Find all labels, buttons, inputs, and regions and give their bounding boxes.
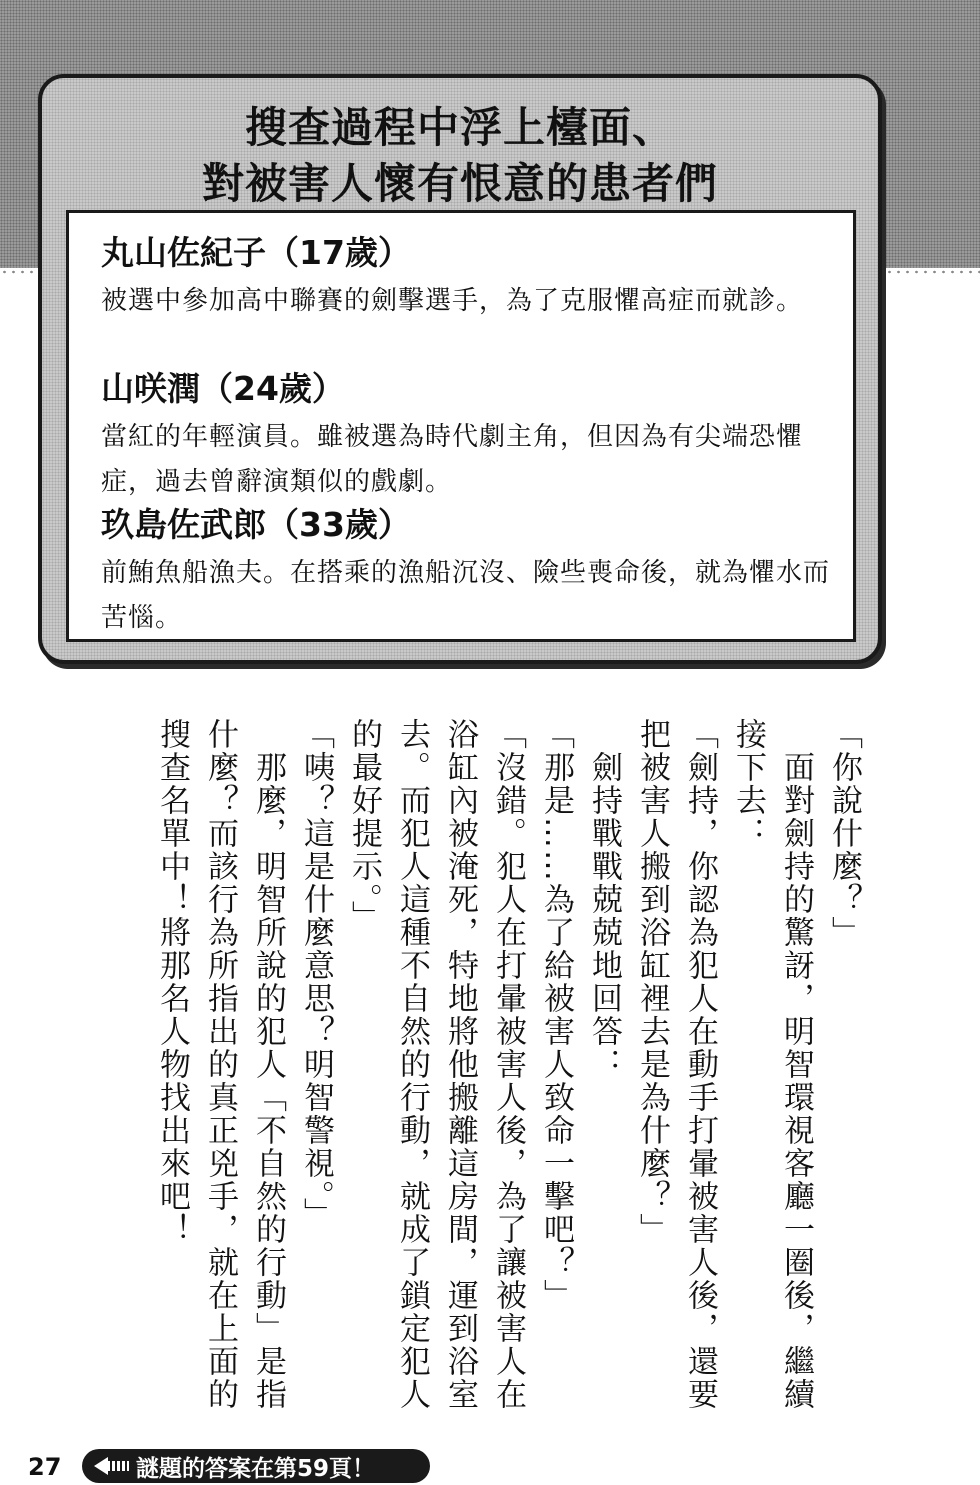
story-paragraph: 「那是……為了給被害人致命一擊吧？」 (538, 718, 574, 1312)
page-number: 27 (28, 1453, 62, 1481)
suspect-description: 當紅的年輕演員。雖被選為時代劇主角，但因為有尖端恐懼症，過去曾辭演類似的戲劇。 (101, 422, 804, 497)
suspect-entry (101, 363, 841, 505)
suspect-entry (101, 499, 841, 641)
suspect-info-panel (38, 74, 882, 664)
suspect-name: 玖島佐武郎（33歲） (101, 505, 411, 544)
dotted-divider-left (0, 268, 40, 276)
panel-title-line2: 對被害人懷有恨意的患者們 (201, 159, 718, 208)
suspect-entry (101, 227, 841, 324)
story-paragraph: 劍持戰戰兢兢地回答： (586, 718, 622, 1081)
suspect-description: 被選中參加高中聯賽的劍擊選手，為了克服懼高症而就診。 (101, 286, 804, 316)
suspect-description: 前鮪魚船漁夫。在搭乘的漁船沉沒、險些喪命後，就為懼水而苦惱。 (101, 558, 831, 633)
left-arrow-icon (94, 1456, 130, 1476)
story-paragraph: 「沒錯。犯人在打暈被害人後，為了讓被害人在浴缸內被淹死，特地將他搬離這房間，運到浴室去。而犯人這種不自然的行動，就成了鎖定犯人的最好提示。」 (346, 718, 526, 1411)
panel-title-line1: 搜查過程中浮上檯面、 (244, 103, 675, 152)
story-paragraph: 那麼，明智所說的犯人「不自然的行動」是指什麼？而該行為所指出的真正兇手，就在上面的搜查名單中！將那名人物找出來吧！ (154, 718, 286, 1411)
story-paragraph: 「你說什麼？」 (826, 718, 862, 949)
answer-hint-text: 謎題的答案在第59頁！ (136, 1455, 376, 1482)
story-paragraph: 「劍持，你認為犯人在動手打暈被害人後，還要把被害人搬到浴缸裡去是為什麼？」 (634, 718, 718, 1411)
story-paragraph: 「咦？這是什麼意思？明智警視。」 (298, 718, 334, 1231)
story-text (128, 718, 868, 1428)
story-paragraph: 面對劍持的驚訝，明智環視客廳一圈後，繼續接下去： (730, 718, 814, 1411)
answer-hint-tag (82, 1449, 430, 1483)
dotted-divider-right (885, 268, 980, 276)
suspect-list (66, 210, 856, 642)
suspect-name: 山咲潤（24歲） (101, 369, 345, 408)
suspect-name: 丸山佐紀子（17歲） (101, 233, 411, 272)
